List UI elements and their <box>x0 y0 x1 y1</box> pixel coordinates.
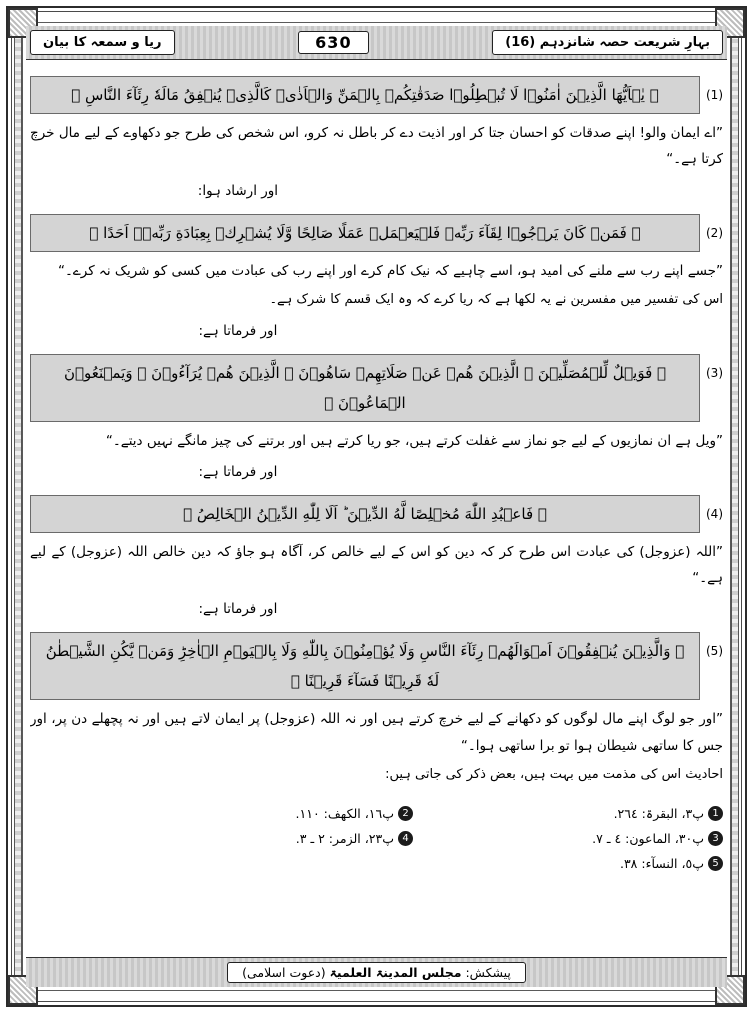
footnote-marker: 3 <box>708 831 723 846</box>
urdu-translation: ”ویل ہے ان نمازیوں کے لیے جو نماز سے غفلت کرتے ہیں، جو ریا کرتے ہیں اور برتنے کی چیز مانگے نہیں دیتے۔“ <box>105 432 723 449</box>
quran-verse-block <box>30 495 723 533</box>
footnote-citation: پ٥، النسآء: ٣٨. <box>619 856 704 871</box>
urdu-translation: ”اور جو لوگ اپنے مال لوگوں کو دکھانے کے لیے خرچ کرتے ہیں اور نہ اللہ (عزوجل) پر ایمان لاتے ہیں اور نہ پچھلے دن پر، اور جس کا ساتھی شیطان ہوا تو برا ساتھی ہوا۔“ <box>30 711 723 754</box>
quran-verse-block <box>30 76 723 114</box>
verse-reference-number: (2) <box>705 225 723 240</box>
page-footer <box>26 957 727 987</box>
commentary-note: اس کی تفسیر میں مفسرین نے یہ لکھا ہے کہ ریا کرے کہ وہ ایک قسم کا شرک ہے۔ <box>269 291 723 307</box>
decorative-rail-left <box>14 26 22 987</box>
arabic-verse-text: ﴿ فَاعۡبُدِ اللّٰهَ مُخۡلِصًا لَّهُ الدِّيۡنَ ؕ اَلَا لِلّٰهِ الدِّيۡنُ الۡخَالِصُ ﴾ <box>30 495 700 533</box>
footnote-row <box>30 852 723 875</box>
footnote-citation: پ٣٠، الماعون: ٤ ـ ٧. <box>592 830 704 846</box>
quran-verse-block <box>30 214 723 252</box>
footnotes-section <box>30 802 723 875</box>
footer-publisher: مجلس المدینۃ العلمیۃ <box>329 965 462 980</box>
footnote-marker: 1 <box>708 806 723 821</box>
footnote-item <box>163 802 413 825</box>
verse-reference-number: (1) <box>705 88 723 102</box>
footnote-row <box>30 827 723 850</box>
footnote-item <box>473 802 723 825</box>
footnote-citation: پ٣، البقرۃ: ٢٦٤. <box>613 805 704 821</box>
lead-in-phrase: اور فرماتا ہے: <box>198 463 278 480</box>
lead-in-phrase: اور ارشاد ہوا: <box>197 182 279 199</box>
footnote-item <box>473 852 723 875</box>
lead-in-phrase: اور فرماتا ہے: <box>198 601 278 618</box>
chapter-title: ریا و سمعہ کا بیان <box>30 30 175 56</box>
page-number: 630 <box>298 31 368 54</box>
footnote-marker: 2 <box>398 806 413 821</box>
decorative-rail-right <box>731 26 739 987</box>
verse-reference-number: (4) <box>705 506 723 521</box>
lead-in-phrase: اور فرماتا ہے: <box>198 322 278 339</box>
footnote-row <box>30 802 723 825</box>
footnote-item <box>163 827 413 850</box>
footnote-citation: پ١٦، الکهف: ١١٠. <box>295 805 394 821</box>
footer-org: (دعوت اسلامی) <box>242 965 326 980</box>
arabic-verse-text: ﴿ فَوَيۡلٌ لِّلۡمُصَلِّيۡنَ ۙ الَّذِيۡنَ هُمۡ عَنۡ صَلَاتِهِمۡ سَاهُوۡنَ ۙ الَّذِيۡنَ هُمۡ يُرَآءُوۡنَ ۙ وَيَمۡنَعُوۡنَ الۡمَاعُوۡنَ ﴾ <box>30 354 700 422</box>
footnote-marker: 5 <box>708 856 723 871</box>
footnote-marker: 4 <box>398 831 413 846</box>
urdu-translation: ”اللہ (عزوجل) کی عبادت اس طرح کر کہ دین کو اس کے لیے خالص کر، آگاہ ہو جاؤ کہ دین خالص اللہ (عزوجل) کے لیے ہے۔“ <box>30 543 723 587</box>
urdu-translation: ”جسے اپنے رب سے ملنے کی امید ہو، اسے چاہیے کہ نیک کام کرے اور اپنے رب کی عبادت میں کسی کو شریک نہ کرے۔“ <box>57 262 723 279</box>
page-header <box>26 26 727 60</box>
arabic-verse-text: ﴿ وَالَّذِيۡنَ يُنۡفِقُوۡنَ اَمۡوَالَهُمۡ رِئَآءَ النَّاسِ وَلَا يُؤۡمِنُوۡنَ بِاللّٰهِ وَلَا بِالۡيَوۡمِ الۡاٰخِرِؕ وَمَنۡ يَّكُنِ الشَّيۡطٰنُ لَهٗ قَرِيۡنًا فَسَآءَ قَرِيۡنًا ﴾ <box>30 632 700 700</box>
quran-verse-block <box>30 632 723 700</box>
footnote-item <box>473 827 723 850</box>
publisher-credit <box>227 962 526 983</box>
footnote-citation: پ٢٣، الزمر: ٢ ـ ٣. <box>295 830 394 846</box>
footnote-list <box>30 802 723 875</box>
verse-reference-number: (5) <box>705 644 723 659</box>
verse-reference-number: (3) <box>705 365 723 380</box>
arabic-verse-text: ﴿ فَمَنۡ كَانَ يَرۡجُوۡا لِقَآءَ رَبِّهٖ فَلۡيَعۡمَلۡ عَمَلًا صَالِحًا وَّلَا يُشۡرِكۡ بِعِبَادَةِ رَبِّهٖۤ اَحَدًا ﴾ <box>30 214 700 252</box>
urdu-translation: ”اے ایمان والو! اپنے صدقات کو احسان جتا کر اور اذیت دے کر باطل نہ کرو، اس شخص کی طرح جو دکھاوے کے لیے مال خرچ کرتا ہے۔“ <box>30 125 723 168</box>
commentary-note: احادیث اس کی مذمت میں بہت ہیں، بعض ذکر کی جاتی ہیں: <box>385 767 723 783</box>
quran-verse-block <box>30 354 723 422</box>
footer-prefix: پیشکش: <box>465 965 511 980</box>
arabic-verse-text: ﴿ يٰۤاَيُّهَا الَّذِيۡنَ اٰمَنُوۡا لَا تُبۡطِلُوۡا صَدَقٰتِكُمۡ بِالۡمَنِّ وَالۡاَذٰىۙ كَالَّذِىۡ يُنۡفِقُ مَالَهٗ رِئَآءَ النَّاسِ ﴾ <box>30 76 700 114</box>
page-content <box>30 66 723 945</box>
book-title: بہارِ شریعت حصہ شانزدہم (16) <box>492 30 723 56</box>
content-blocks <box>30 76 723 788</box>
